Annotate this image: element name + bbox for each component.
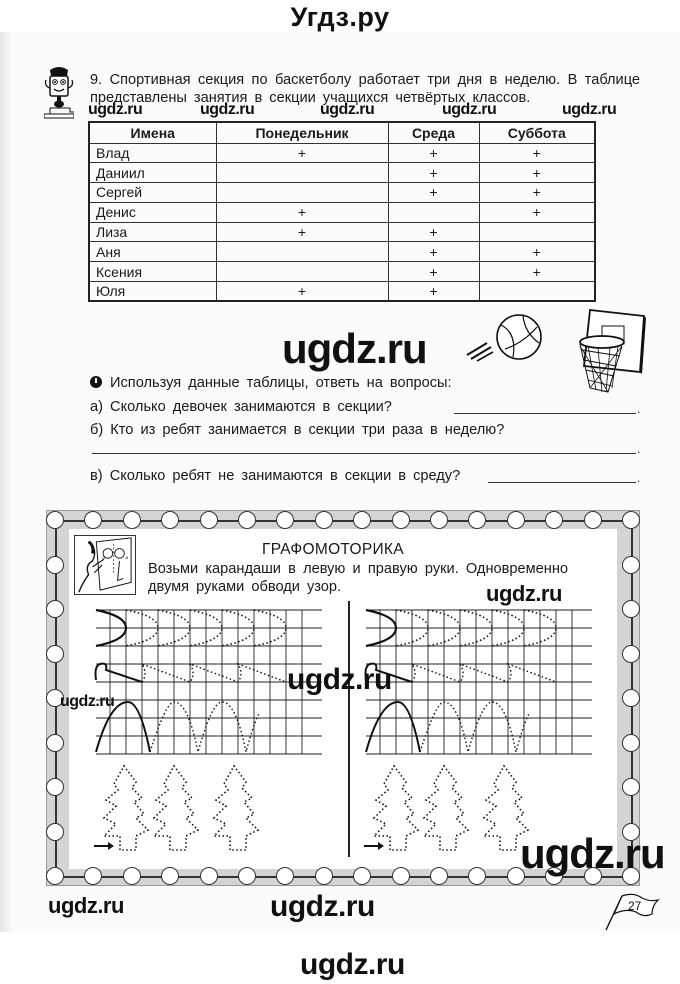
frame-bead [392,511,410,529]
svg-text:a: a [125,556,128,562]
basketball-icon [465,313,545,363]
monday-mark: + [216,222,388,242]
wednesday-mark: + [388,242,479,262]
monday-mark [216,262,388,282]
frame-bead [200,867,218,885]
student-name: Сергей [89,183,216,203]
tracing-pattern-left [90,602,346,857]
wednesday-mark: + [388,143,479,163]
frame-bead [46,823,64,841]
watermark: ugdz.ru [48,893,124,918]
watermark: ugdz.ru [270,890,375,923]
student-name: Даниил [89,163,216,183]
watermark: ugdz.ru [320,101,375,118]
frame-bead [46,645,64,663]
table-row [89,163,595,183]
saturday-mark: + [479,143,595,163]
answer-line-a[interactable] [454,413,636,414]
frame-bead [46,867,64,885]
watermark: ugdz.ru [282,325,427,372]
monday-mark [216,183,388,203]
watermark: ugdz.ru [60,693,115,710]
wednesday-mark: + [388,262,479,282]
frame-bead [46,556,64,574]
frame-bead [622,511,640,529]
wednesday-mark: + [388,163,479,183]
frame-bead [46,511,64,529]
saturday-mark: + [479,262,595,282]
question-a [90,399,392,415]
header-monday: Понедельник [216,122,388,143]
frame-bead [430,867,448,885]
page-shadow-edge [0,32,12,932]
saturday-mark: + [479,242,595,262]
monday-mark [216,242,388,262]
task-text: Спортивная секция по баскетболу работает три дня в неделю. В таблице представлены занятия в секции учащихся четвёртых классов. [90,72,640,106]
questions-intro-text: Используя данные таблицы, ответь на вопросы: [110,375,452,391]
question-text: Сколько ребят не занимаются в секции в среду? [109,468,461,484]
student-name: Денис [89,202,216,222]
frame-bead [622,556,640,574]
two-hands-drawing-icon [74,535,136,595]
question-label: а) [90,399,103,415]
student-name: Влад [89,143,216,163]
basketball-hoop-icon [568,306,648,394]
student-name: Юля [89,282,216,302]
line-end: . [637,442,641,456]
frame-bead [46,778,64,796]
tracing-pattern-right [360,602,616,857]
line-end: . [637,402,641,416]
watermark: ugdz.ru [520,830,665,877]
frame-bead [622,600,640,618]
frame-bead [622,689,640,707]
frame-bead [123,867,141,885]
frame-bead [123,511,141,529]
wednesday-mark: + [388,282,479,302]
site-title: Угдз.ру [290,2,390,32]
table-row [89,262,595,282]
watermark: ugdz.ru [300,948,405,981]
clock-bullet-icon [90,376,102,388]
mascot-icon [44,66,74,120]
header-wednesday: Среда [388,122,479,143]
schedule-table [88,121,596,302]
frame-bead [238,511,256,529]
saturday-mark: + [479,163,595,183]
watermark: ugdz.ru [442,101,497,118]
frame-bead [622,778,640,796]
header-names: Имена [89,122,216,143]
grafomotorika-title: ГРАФОМОТОРИКА [262,541,404,558]
table-header-row [89,122,595,143]
frame-bead [315,511,333,529]
table-row [89,222,595,242]
frame-bead [46,734,64,752]
table-row [89,242,595,262]
table-row [89,282,595,302]
task-number: 9. [90,72,103,88]
saturday-mark: + [479,183,595,203]
monday-mark: + [216,282,388,302]
watermark: ugdz.ru [200,101,255,118]
grafomotorika-instructions: Возьми карандаши в левую и правую руки. Одновременно двумя руками обводи узор. [148,561,568,595]
question-text: Кто из ребят занимается в секции три раза в неделю? [110,422,505,438]
table-row [89,143,595,163]
watermark: ugdz.ru [88,101,143,118]
student-name: Ксения [89,262,216,282]
question-label: в) [90,468,103,484]
monday-mark [216,163,388,183]
student-name: Аня [89,242,216,262]
question-label: б) [90,422,104,438]
frame-bead [584,511,602,529]
watermark: ugdz.ru [562,101,617,118]
saturday-mark [479,222,595,242]
monday-mark: + [216,143,388,163]
frame-bead [392,867,410,885]
frame-bead [622,734,640,752]
frame-bead [507,511,525,529]
watermark: ugdz.ru [287,663,392,696]
answer-line-c[interactable] [488,482,636,483]
frame-bead [622,645,640,663]
question-text: Сколько девочек занимаются в секции? [110,399,392,415]
table-row [89,202,595,222]
page-number: 27 [628,899,642,913]
frame-bead [46,600,64,618]
question-c [90,468,460,484]
table-row [89,183,595,203]
frame-bead [200,511,218,529]
question-b [90,422,504,438]
frame-bead [315,867,333,885]
wednesday-mark: + [388,183,479,203]
saturday-mark [479,282,595,302]
frame-bead [238,867,256,885]
answer-line-b[interactable] [92,453,636,454]
page-flag-icon [602,892,662,932]
watermark: ugdz.ru [486,581,562,606]
monday-mark: + [216,202,388,222]
wednesday-mark: + [388,222,479,242]
center-divider [348,601,350,857]
svg-text:o: o [102,556,105,562]
line-end: . [637,471,641,485]
saturday-mark: + [479,202,595,222]
wednesday-mark [388,202,479,222]
student-name: Лиза [89,222,216,242]
frame-bead [430,511,448,529]
header-saturday: Суббота [479,122,595,143]
questions-intro [90,375,452,391]
